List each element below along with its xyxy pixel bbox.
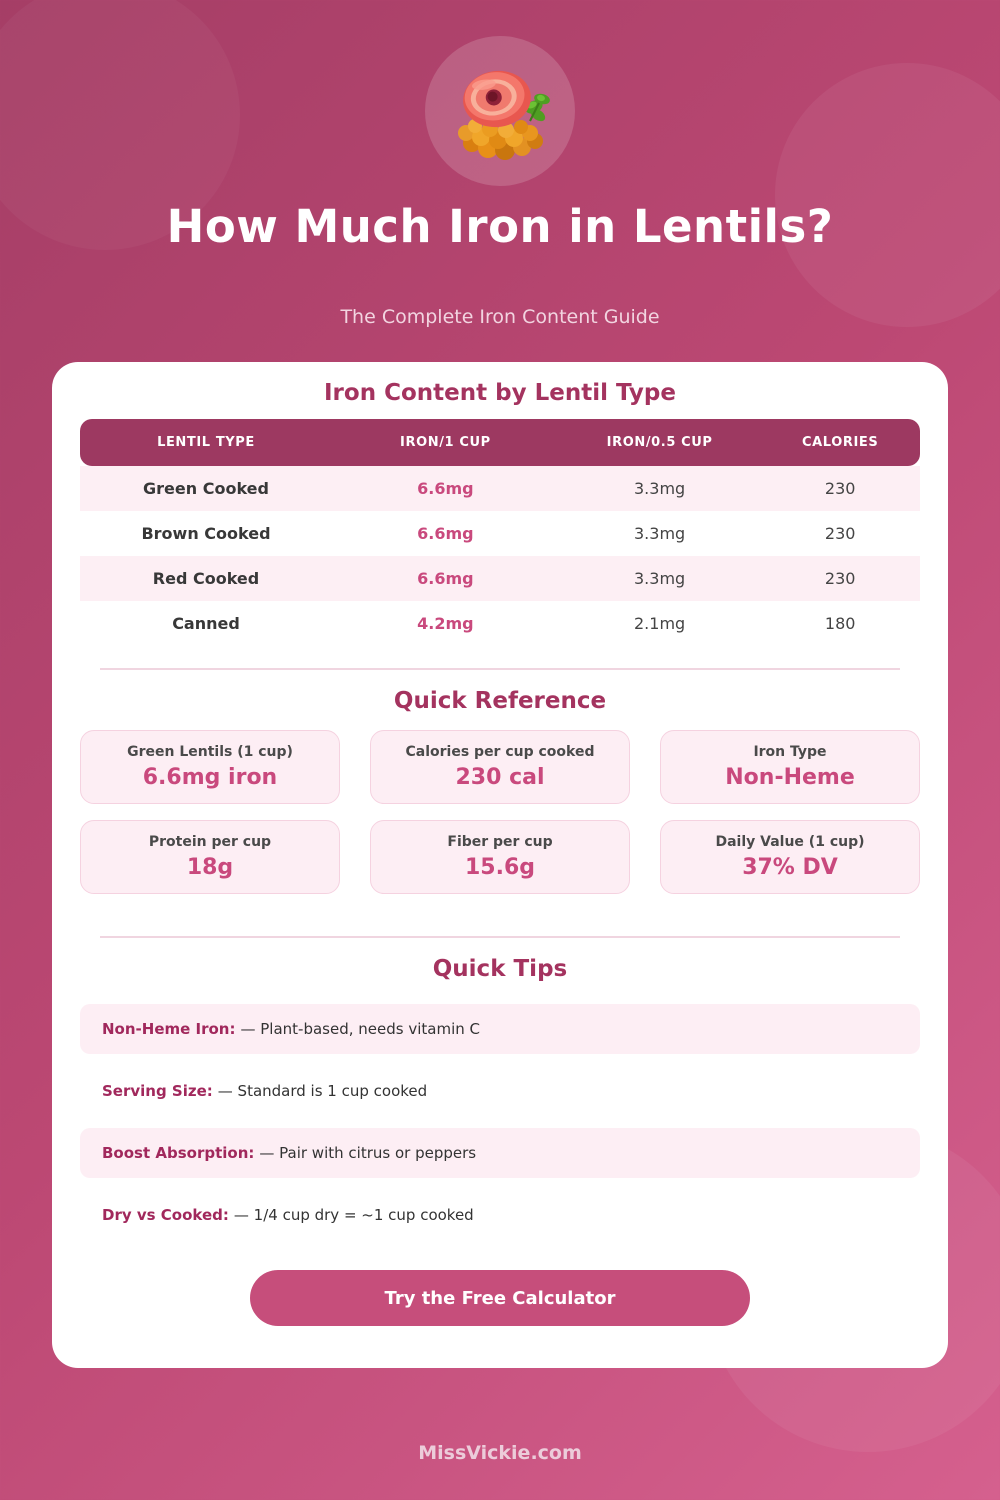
column-header-iron-half-cup: IRON/0.5 CUP <box>559 419 761 466</box>
stat-card-value: 37% DV <box>742 855 838 880</box>
stat-card-label: Calories per cup cooked <box>405 744 595 760</box>
stat-card-fiber <box>370 820 630 894</box>
tip-boost-absorption <box>80 1128 920 1178</box>
table-section-title: Iron Content by Lentil Type <box>324 380 676 406</box>
cell-calories: 180 <box>824 614 856 633</box>
quick-tips-title: Quick Tips <box>432 956 568 982</box>
table-row <box>80 556 920 601</box>
meat-and-lentils-icon <box>442 51 558 171</box>
tip-label: Boost Absorption: <box>102 1144 255 1162</box>
stat-card-calories <box>370 730 630 804</box>
table-header-row <box>80 419 920 466</box>
header-badge <box>425 36 575 186</box>
quick-reference-title: Quick Reference <box>393 688 607 714</box>
tip-dry-vs-cooked <box>80 1190 920 1240</box>
quick-reference-grid <box>80 730 920 894</box>
cell-iron-1cup: 4.2mg <box>417 614 474 633</box>
cell-calories: 230 <box>760 466 920 511</box>
section-divider <box>100 668 900 670</box>
stat-card-green-lentils <box>80 730 340 804</box>
decorative-circle-top-right <box>775 63 1000 327</box>
cell-iron-1cup: 6.6mg <box>332 466 559 511</box>
column-header-iron-1cup: IRON/1 CUP <box>332 419 559 466</box>
table-row <box>80 511 920 556</box>
stat-card-iron-type <box>660 730 920 804</box>
section-divider <box>100 936 900 938</box>
page-title: How Much Iron in Lentils? <box>166 200 834 253</box>
tip-label: Dry vs Cooked: <box>102 1206 229 1224</box>
cell-iron-half-cup: 2.1mg <box>634 614 686 633</box>
column-header-calories: CALORIES <box>760 419 920 466</box>
table-row <box>80 601 920 646</box>
column-header-lentil-type: LENTIL TYPE <box>80 419 332 466</box>
cell-iron-1cup: 6.6mg <box>417 524 474 543</box>
cell-lentil-type: Green Cooked <box>80 466 332 511</box>
cell-iron-1cup: 6.6mg <box>332 556 559 601</box>
stat-card-label: Green Lentils (1 cup) <box>127 744 293 760</box>
calculator-cta-button[interactable]: Try the Free Calculator <box>250 1270 750 1326</box>
cell-iron-half-cup: 3.3mg <box>559 556 761 601</box>
cell-lentil-type: Brown Cooked <box>141 524 271 543</box>
stat-card-value: 230 cal <box>455 765 545 790</box>
stat-card-label: Iron Type <box>753 744 827 760</box>
cell-iron-half-cup: 3.3mg <box>559 466 761 511</box>
stat-card-daily-value <box>660 820 920 894</box>
stat-card-value: 18g <box>186 855 234 880</box>
tip-non-heme-iron <box>80 1004 920 1054</box>
cell-iron-half-cup: 3.3mg <box>634 524 686 543</box>
cell-calories: 230 <box>824 524 856 543</box>
cta-row <box>80 1270 920 1326</box>
page-subtitle: The Complete Iron Content Guide <box>340 306 660 328</box>
tip-label: Serving Size: <box>102 1082 213 1100</box>
table-row <box>80 466 920 511</box>
content-card <box>52 362 948 1368</box>
iron-content-table <box>80 419 920 646</box>
cell-calories: 230 <box>760 556 920 601</box>
quick-tips-list <box>80 1004 920 1240</box>
stat-card-value: 15.6g <box>464 855 536 880</box>
tip-text: — Plant-based, needs vitamin C <box>240 1020 480 1038</box>
tip-text: — 1/4 cup dry = ~1 cup cooked <box>233 1206 474 1224</box>
tip-label: Non-Heme Iron: <box>102 1020 236 1038</box>
cell-lentil-type: Canned <box>172 614 240 633</box>
tip-text: — Standard is 1 cup cooked <box>217 1082 428 1100</box>
stat-card-value: 6.6mg iron <box>142 765 278 790</box>
stat-card-protein <box>80 820 340 894</box>
cell-lentil-type: Red Cooked <box>80 556 332 601</box>
site-footer: MissVickie.com <box>418 1442 582 1464</box>
stat-card-label: Fiber per cup <box>447 834 553 850</box>
tip-text: — Pair with citrus or peppers <box>259 1144 477 1162</box>
stat-card-value: Non-Heme <box>725 765 855 790</box>
tip-serving-size <box>80 1066 920 1116</box>
stat-card-label: Daily Value (1 cup) <box>715 834 865 850</box>
stat-card-label: Protein per cup <box>148 834 272 850</box>
